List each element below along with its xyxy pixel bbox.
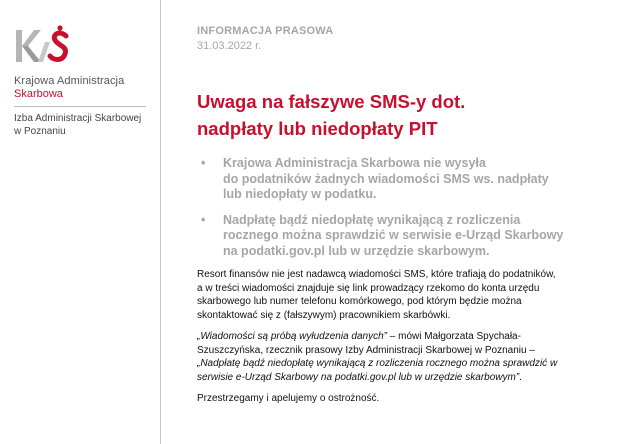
key-point-line: lub niedopłaty w podatku. bbox=[223, 187, 377, 201]
key-point-line: do podatników żadnych wiadomości SMS ws. nadpłaty bbox=[223, 171, 549, 186]
paragraph-line: skontaktować się z (fałszywym) pracownikiem skarbówki. bbox=[197, 309, 451, 321]
paragraph-1 bbox=[197, 268, 607, 322]
press-date: 31.03.2022 r. bbox=[197, 40, 262, 52]
key-point-line: Krajowa Administracja Skarbowa nie wysyła bbox=[223, 156, 486, 170]
paragraph-3: Przestrzegamy i apelujemy o ostrożność. bbox=[197, 393, 380, 404]
office-name bbox=[14, 112, 154, 138]
paragraph-line bbox=[197, 371, 607, 385]
office-line1: Izba Administracji Skarbowej bbox=[14, 113, 142, 124]
quote-2-end: serwisie e-Urząd Skarbowy na podatki.gov.pl lub w urzędzie skarbowym” bbox=[197, 371, 520, 383]
press-label: INFORMACJA PRASOWA bbox=[197, 25, 334, 37]
key-point bbox=[197, 213, 597, 260]
key-point bbox=[197, 156, 597, 203]
key-points bbox=[197, 156, 597, 269]
key-point-line: Nadpłatę bądź niedopłatę wynikającą z rozliczenia bbox=[223, 212, 521, 227]
paragraph-line: skarbowego lub numer telefonu komórkowego, pod którym będzie można bbox=[197, 296, 522, 307]
paragraph-line bbox=[197, 330, 607, 344]
sidebar bbox=[0, 0, 161, 444]
headline bbox=[197, 88, 597, 142]
org-name-line1: Krajowa Administracja bbox=[14, 75, 125, 87]
key-point-line: na podatki.gov.pl lub w urzędzie skarbowym. bbox=[223, 243, 490, 258]
org-name-line2: Skarbowa bbox=[14, 88, 63, 100]
bullet-dot-icon: • bbox=[201, 156, 206, 170]
sidebar-divider bbox=[14, 106, 146, 107]
paragraph-line bbox=[197, 357, 607, 371]
office-line2: w Poznaniu bbox=[14, 126, 66, 137]
headline-line1: Uwaga na fałszywe SMS-y dot. bbox=[197, 91, 466, 112]
paragraph-2 bbox=[197, 330, 607, 384]
quote-2: „Nadpłatę bądź niedopłatę wynikającą z rozliczenia rocznego można sprawdzić w bbox=[197, 358, 558, 369]
period: . bbox=[519, 371, 522, 383]
quote-1: „Wiadomości są próbą wyłudzenia danych” bbox=[197, 331, 387, 342]
paragraph-line: Resort finansów nie jest nadawcą wiadomości SMS, które trafiają do podatników, bbox=[197, 269, 556, 280]
kas-logo bbox=[14, 24, 70, 72]
paragraph-line: Szuszczyńska, rzecznik prasowy Izby Administracji Skarbowej w Poznaniu – bbox=[197, 344, 535, 356]
paragraph-line: a w treści wiadomości znajduje się link prowadzący rzekomo do konta urzędu bbox=[197, 282, 540, 294]
key-point-line: rocznego można sprawdzić w serwisie e-Urząd Skarbowy bbox=[223, 228, 564, 242]
bullet-dot-icon: • bbox=[201, 212, 206, 227]
headline-line2: nadpłaty lub niedopłaty PIT bbox=[197, 118, 438, 139]
attribution: – mówi Małgorzata Spychała- bbox=[387, 331, 521, 342]
